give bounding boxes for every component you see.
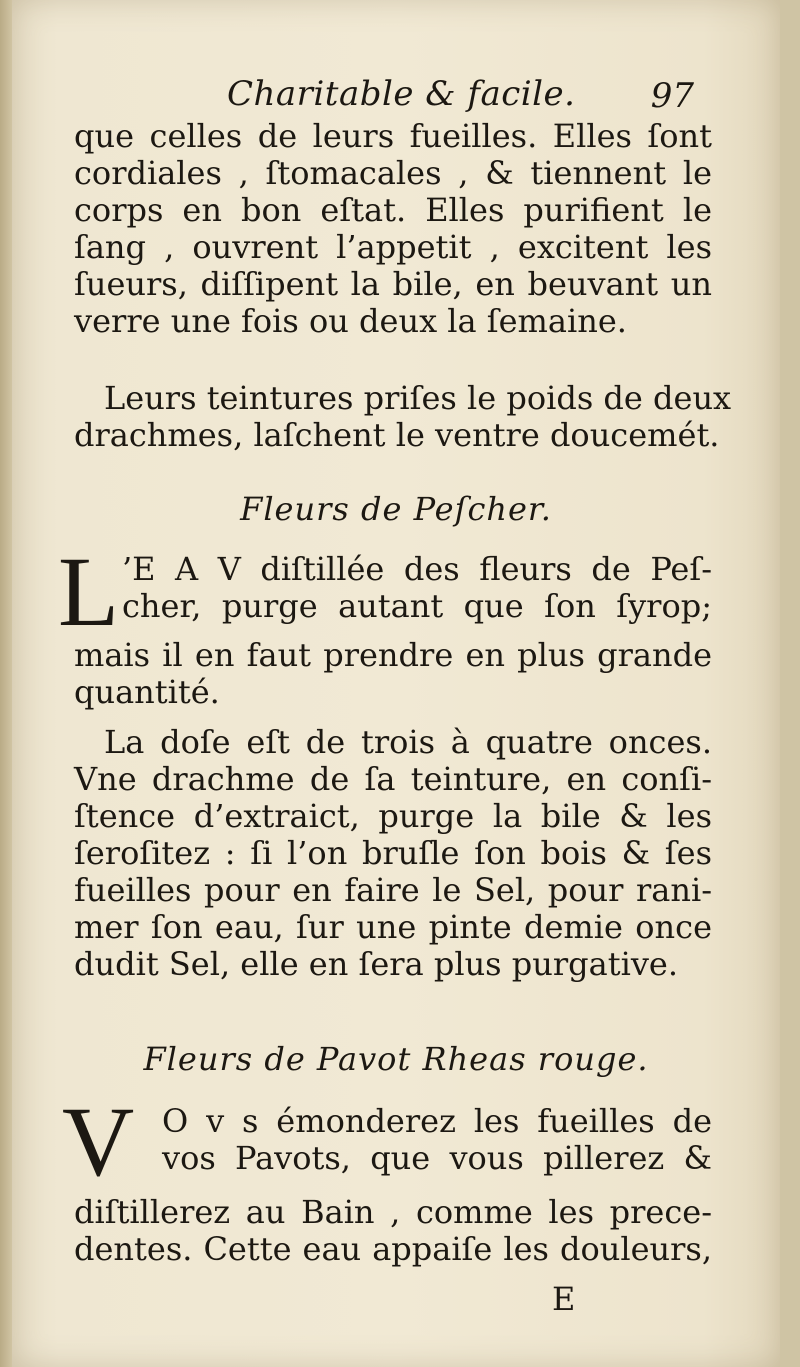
running-title: Charitable & facile. (227, 74, 576, 114)
dropcap-lines (162, 1103, 712, 1177)
text-line: dentes. Cette eau appaiſe les douleurs, (74, 1230, 712, 1268)
drop-cap-letter: V (62, 1086, 135, 1197)
text-line: ſtence d’extraict, purge la bile & les (74, 797, 712, 835)
book-page (12, 0, 780, 1367)
dropcap-lines (122, 551, 712, 625)
heading-fleurs-de-pescher: Fleurs de Peſcher. (240, 490, 552, 528)
text-line: vos Pavots, que vous pillerez & (162, 1139, 712, 1177)
text-line: ſueurs, diſſipent la bile, en beuvant un (74, 265, 712, 303)
paragraph-cordiales (74, 118, 712, 340)
text-line: ſeroſitez : ſi l’on bruſle ſon bois & ſes (74, 834, 712, 872)
text-line: corps en bon eſtat. Elles purifient le (74, 191, 712, 229)
text-line: Vne drachme de ſa teinture, en conſi- (74, 760, 712, 798)
text-line: La doſe eſt de trois à quatre onces. (104, 723, 712, 761)
catchword: E (552, 1280, 576, 1318)
text-line: dudit Sel, elle en ſera plus purgative. (74, 945, 678, 983)
paragraph-eau-pescher (74, 637, 712, 711)
text-line: mer ſon eau, ſur une pinte demie once (74, 908, 712, 946)
text-line: quantité. (74, 673, 220, 711)
text-line: ſang , ouvrent l’appetit , excitent les (74, 228, 712, 266)
paragraph-pavot (74, 1194, 712, 1268)
text-line: drachmes, laſchent le ventre doucemét. (74, 416, 720, 454)
text-line: fueilles pour en faire le Sel, pour rani- (74, 871, 712, 909)
text-line: cordiales , ſtomacales , & tiennent le (74, 154, 712, 192)
text-line: ’E A V diſtillée des fleurs de Peſ- (122, 550, 712, 588)
paragraph-teintures (74, 379, 732, 454)
text-line: que celles de leurs fueilles. Elles ſont (74, 117, 712, 155)
text-line: O v s émonderez les fueilles de (162, 1102, 712, 1140)
page-header (12, 74, 780, 114)
drop-cap-letter: L (58, 536, 120, 647)
text-line: cher, purge autant que ſon ſyrop; (122, 587, 712, 625)
text-line: verre une fois ou deux la ſemaine. (74, 302, 627, 340)
paragraph-dose (74, 724, 712, 983)
text-line: mais il en faut prendre en plus grande (74, 636, 712, 674)
text-line: Leurs teintures priſes le poids de deux (104, 379, 732, 417)
text-line: diſtillerez au Bain , comme les prece- (74, 1193, 712, 1231)
page-number: 97 (650, 76, 694, 116)
heading-fleurs-de-pavot: Fleurs de Pavot Rheas rouge. (143, 1040, 649, 1078)
